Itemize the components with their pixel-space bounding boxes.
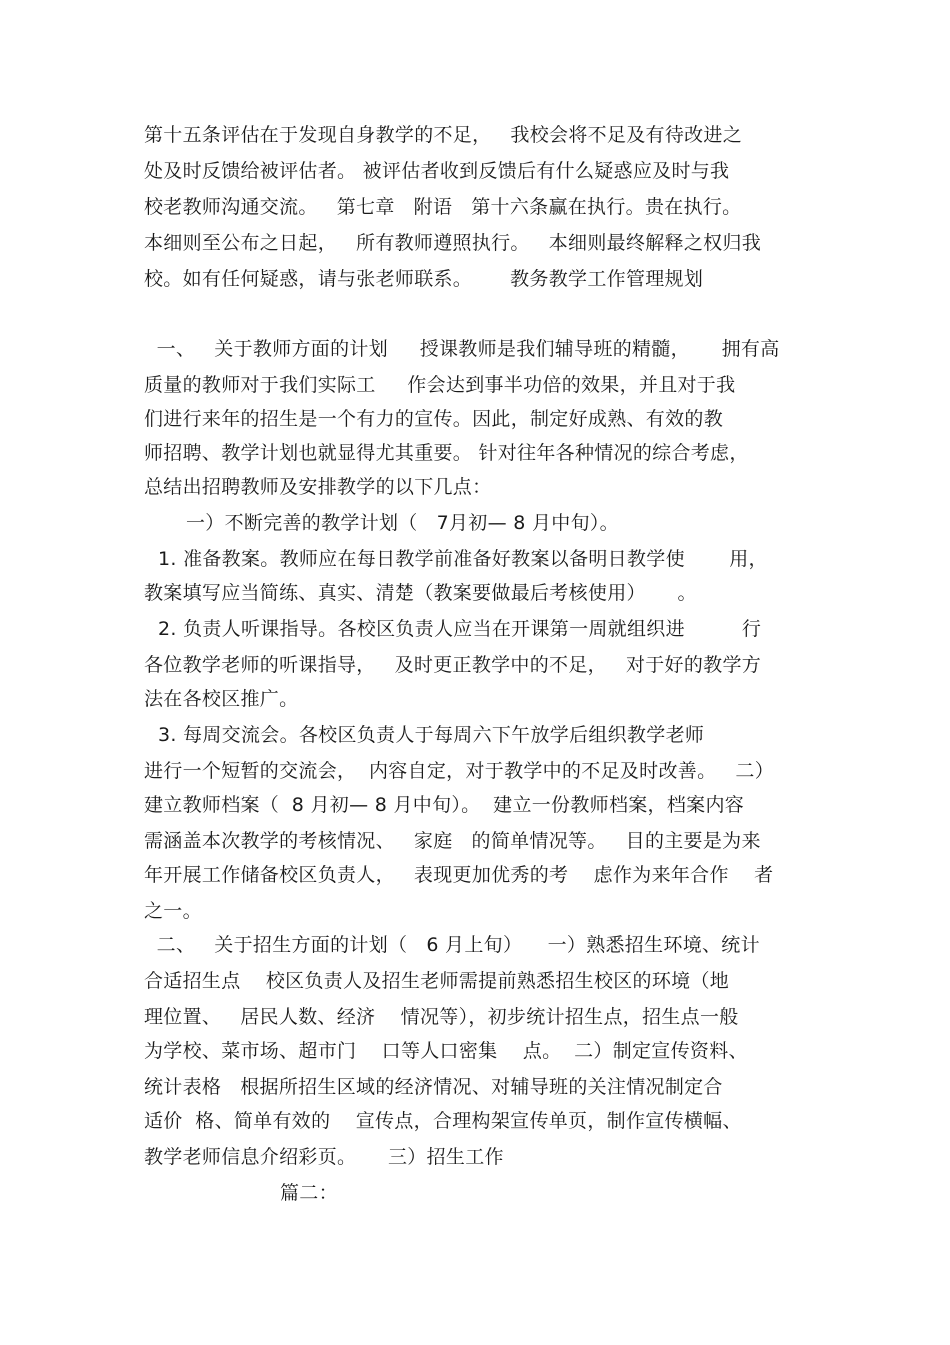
text-line: 总结出招聘教师及安排教学的以下几点： — [144, 476, 492, 498]
text-line: 为学校、菜市场、超市门 口等人口密集 点。 二）制定宣传资料、 — [144, 1040, 748, 1062]
text-line: 进行一个短暂的交流会， 内容自定，对于教学中的不足及时改善。 二） — [144, 760, 774, 782]
text-line: 质量的教师对于我们实际工 作会达到事半功倍的效果，并且对于我 — [144, 374, 736, 396]
text-line: 法在各校区推广。 — [144, 688, 299, 710]
text-line: 校。如有任何疑惑，请与张老师联系。 教务教学工作管理规划 — [144, 268, 704, 290]
text-line: 教学老师信息介绍彩页。 三）招生工作 — [144, 1146, 504, 1168]
text-line: 合适招生点 校区负责人及招生老师需提前熟悉招生校区的环境（地 — [144, 970, 730, 992]
text-line: 3. 每周交流会。各校区负责人于每周六下午放学后组织教学老师 — [158, 724, 705, 746]
text-line: 年开展工作储备校区负责人， 表现更加优秀的考 虑作为来年合作 者 — [144, 864, 774, 886]
text-line: 2. 负责人听课指导。各校区负责人应当在开课第一周就组织进 行 — [158, 618, 762, 640]
text-line: 教案填写应当简练、真实、清楚（教案要做最后考核使用） 。 — [144, 582, 697, 604]
text-line: 处及时反馈给被评估者。 被评估者收到反馈后有什么疑惑应及时与我 — [144, 160, 730, 182]
text-line: 需涵盖本次教学的考核情况、 家庭 的简单情况等。 目的主要是为来 — [144, 830, 761, 852]
section-heading: 篇二： — [280, 1182, 338, 1204]
text-line: 二、 关于招生方面的计划（ 6 月上旬） 一）熟悉招生环境、统计 — [144, 934, 760, 956]
text-line: 第十五条评估在于发现自身教学的不足， 我校会将不足及有待改进之 — [144, 124, 743, 146]
text-line: 建立教师档案（ 8 月初— 8 月中旬）。 建立一份教师档案，档案内容 — [144, 794, 745, 816]
text-line: 之一。 — [144, 900, 202, 922]
text-line: 一）不断完善的教学计划（ 7月初— 8 月中旬）。 — [186, 512, 619, 534]
text-line: 适价 格、简单有效的 宣传点，合理构架宣传单页，制作宣传横幅、 — [144, 1110, 742, 1132]
text-line: 各位教学老师的听课指导， 及时更正教学中的不足， 对于好的教学方 — [144, 654, 762, 676]
text-line: 一、 关于教师方面的计划 授课教师是我们辅导班的精髓， 拥有高 — [144, 338, 780, 360]
text-line: 师招聘、教学计划也就显得尤其重要。 针对往年各种情况的综合考虑， — [144, 442, 749, 464]
text-line: 们进行来年的招生是一个有力的宣传。因此，制定好成熟、有效的教 — [144, 408, 724, 430]
text-line: 1. 准备教案。教师应在每日教学前准备好教案以备明日教学使 用， — [158, 548, 768, 570]
text-line: 校老教师沟通交流。 第七章 附语 第十六条赢在执行。贵在执行。 — [144, 196, 742, 218]
text-line: 本细则至公布之日起， 所有教师遵照执行。 本细则最终解释之权归我 — [144, 232, 762, 254]
text-line: 理位置、 居民人数、经济 情况等），初步统计招生点，招生点一般 — [144, 1006, 739, 1028]
text-line: 统计表格 根据所招生区域的经济情况、对辅导班的关注情况制定合 — [144, 1076, 723, 1098]
